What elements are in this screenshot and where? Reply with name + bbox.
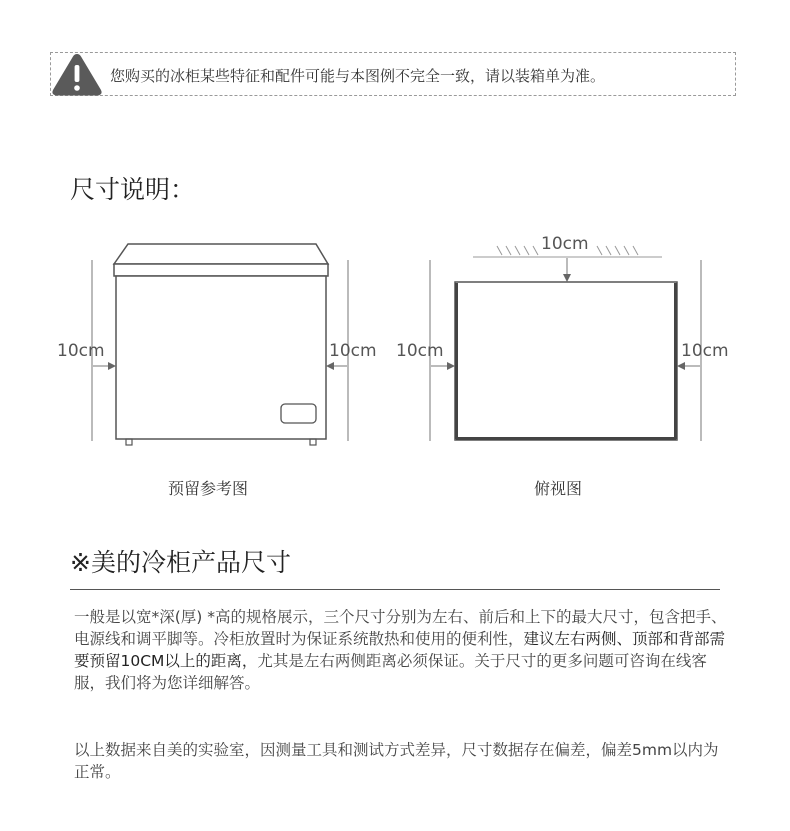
front-right-label: 10cm [329, 341, 377, 361]
front-left-label: 10cm [57, 341, 105, 361]
notice-text: 您购买的冰柜某些特征和配件可能与本图例不完全一致，请以装箱单为准。 [110, 67, 606, 85]
dimension-explanation [74, 606, 734, 694]
explanation-part-2: 尤其是左右两侧距离必须保证。关于尺寸的更多问题可咨询在线客服，我们将为您详细解答。 [74, 652, 707, 692]
warning-icon [50, 52, 104, 98]
front-view-freezer [114, 244, 328, 445]
explanation-part-1: 一般是以宽*深(厚) *高的规格展示，三个尺寸分别为左右、前后和上下的最大尺寸，包含把手、电源线和调平脚等。冷柜放置时为保证系统散热和使用的便利性， [74, 608, 727, 648]
top-top-label: 10cm [541, 234, 589, 254]
section-divider [70, 589, 720, 590]
top-right-label: 10cm [681, 341, 729, 361]
top-view-caption: 俯视图 [534, 479, 583, 498]
clearance-diagram [0, 230, 790, 460]
top-left-label: 10cm [396, 341, 444, 361]
front-view-caption: 预留参考图 [168, 479, 249, 498]
tolerance-note: 以上数据来自美的实验室，因测量工具和测试方式差异，尺寸数据存在偏差，偏差5mm以内为正常。 [74, 741, 719, 781]
dimensions-title: 尺寸说明： [70, 175, 196, 204]
top-view-freezer [455, 282, 677, 440]
clearance-recommendation: 建议左右两侧、顶部和背部需要预留10CM以上的距离， [74, 630, 726, 670]
product-dimensions-title: ※美的冷柜产品尺寸 [70, 548, 291, 577]
